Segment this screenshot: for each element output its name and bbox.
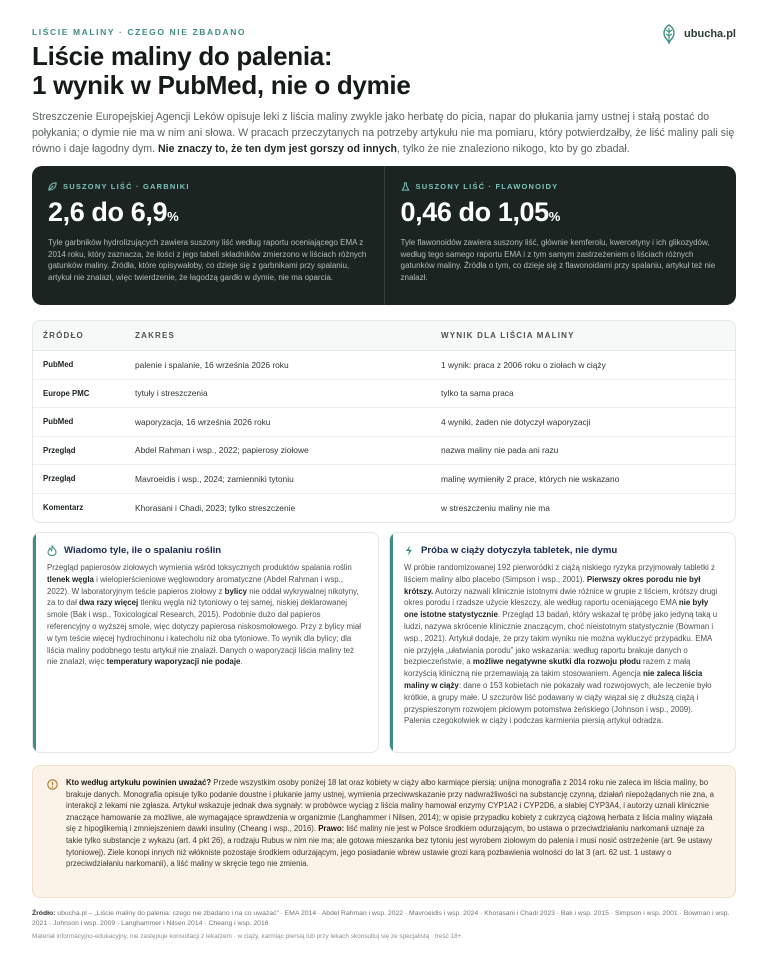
box-body: Przegląd papierosów ziołowych wymienia wśród toksycznych produktów spalania roślin tlenek węgla i wielopierścieniowe węglowodory aromatyczne (Abdel Rahman i wsp., 2022). W laboratoryjnym teście papieros ziołowy z bylicy nie oddał wykrywalnej nikotyny, za to dał dwa razy więcej tlenku węgla niż tytoniowy o tej samej, niskiej deklarowanej smole (Bak i wsp., Toxicological Research, 2015). Podobnie dużo dał papieros referencyjny o wyższej smole, więc dotyczy papierosa niskosmołowego. Przy z bylicy miał w tym teście więcej hydrochinonu i katecholu niż oba tytoniowe. To wynik dla bylicy; dla liścia maliny podobnego testu artykuł nie znalazł. Danych o waporyzacji liścia maliny też nie znalazł, więc temperatury waporyzacji nie podaje.: [47, 563, 361, 667]
warning-text: Kto według artykułu powinien uważać? Przede wszystkim osoby poniżej 18 lat oraz kobiety w ciąży albo karmiące piersią: unijna monografia z 2014 roku nie zaleca im liścia maliny, bo brakuje danych. Monografia opisuje tylko podanie doustne i płukanie jamy ustnej, wymienia przeciwwskazanie przy nadwrażliwości na substancję czynną, działań niepożądanych nie zna, a interakcji z lekami nie zgłasza. Artykuł wskazuje jednak dwa sygnały: w probówce wyciąg z liścia maliny hamował enzymy CYP1A2 i CYP2D6, a słabiej CYP3A4, i autorzy uznali klinicznie znaczące hamowanie za możliwe, ale wymagające sprawdzenia w organizmie (Langhammer i Nilsen, 2014); w opisie przypadku kobiety z cukrzycą ciążową herbata z liścia maliny wiązała się z hipoglikemią i zmniejszeniem dawki insuliny (Cheang i wsp., 2016). Prawo: liść maliny nie jest w Polsce środkiem odurzającym, bo ustawa o przeciwdziałaniu narkomanii uznaje za takie tylko substancje z wykazu (art. 4 pkt 26), a rodzaju Rubus w nim nie ma; ale gotowa mieszanka bez tytoniu jest wyrobem ziołowym do palenia i musi nosić ostrzeżenie (art. 9e ustawy tytoniowej). Ziele konopi innych niż włókniste pozostaje środkiem odurzającym, jego posiadanie wbrew ustawie grozi karą pozbawienia wolności do lat 3 (art. 62 ust. 1 ustawy o przeciwdziałaniu narkomanii), a liść maliny w skręcie tego nie zmienia.: [66, 778, 714, 869]
box-title: [404, 545, 721, 556]
cell-result: nazwa maliny nie pada ani razu: [431, 437, 735, 466]
stat-description: Tyle garbników hydrolizujących zawiera suszony liść według raportu oceniającego EMA z 2014 roku, który zaznacza, że ilości z jego tabeli składników zmierzono w liściach różnych gatunków maliny. Źródła, które opisywałoby, co dzieje się z garbnikami przy spalaniu, artykuł nie znalazł, więc twierdzenie, że łagodzą gardło w dymie, nie ma oparcia.: [48, 238, 367, 282]
lightning-icon: [404, 545, 414, 556]
table-header-row: [33, 321, 735, 351]
stats-panel: [32, 166, 736, 305]
disclaimer: Materiał informacyjno-edukacyjny, nie zastępuje konsultacji z lekarzem · w ciąży, karmiąc piersią lub przy lekach skonsultuj się ze specjalistą · treść 18+.: [32, 933, 464, 940]
cell-result: tylko ta sama praca: [431, 380, 735, 409]
table-row: [33, 465, 735, 494]
stat-value: [48, 197, 368, 232]
cell-source: PubMed: [33, 408, 125, 437]
cell-source: Przegląd: [33, 465, 125, 494]
lede-bold: Nie znaczy to, że ten dym jest gorszy od innych: [158, 143, 398, 155]
stat-label: [48, 182, 368, 191]
cell-scope: tytuły i streszczenia: [125, 380, 431, 409]
table-row: [33, 494, 735, 523]
table-row: [33, 408, 735, 437]
cell-scope: Khorasani i Chadi, 2023; tylko streszczenie: [135, 502, 296, 513]
kicker: LIŚCIE MALINY · CZEGO NIE ZBADANO: [32, 27, 247, 37]
alert-icon: [47, 779, 58, 790]
box-pregnancy-trial: [389, 532, 736, 753]
flame-icon: [47, 545, 57, 556]
cell-result: 4 wyniki, żaden nie dotyczył waporyzacji: [431, 408, 735, 437]
table-row: [33, 380, 735, 409]
lede-tail: , tylko że nie znaleziono nikogo, kto by go zbadał.: [397, 143, 630, 155]
cell-scope: palenie i spalanie, 16 września 2026 roku: [125, 351, 431, 380]
leaf-logo-icon: [660, 24, 678, 44]
stat-number: 0,46 do 1,05: [400, 197, 549, 227]
stat-description: Tyle flawonoidów zawiera suszony liść, głównie kemferolu, kwercetyny i ich glikozydów, według tego samego raportu EMA i z tym samym zastrzeżeniem o liściach różnych gatunków maliny. Źródła o tym, co dzieje się z flawonoidami przy spalaniu, artykuł też nie znalazł.: [400, 238, 716, 282]
sources-table: [32, 320, 736, 523]
stat-number: 2,6 do 6,9: [48, 197, 168, 227]
cell-scope: Mavroeidis i wsp., 2024; zamienniki tytoniu: [125, 465, 431, 494]
source-footer: [32, 909, 736, 929]
leaf-icon: [48, 182, 57, 191]
table-row: [33, 437, 735, 466]
cell-result: 1 wynik: praca z 2006 roku o ziołach w ciąży: [431, 351, 735, 380]
column-header-result: WYNIK DLA LIŚCIA MALINY: [431, 321, 735, 351]
box-title-text: Wiadomo tyle, ile o spalaniu roślin: [64, 545, 222, 556]
footer-label: Źródło:: [32, 910, 56, 917]
brand-logo[interactable]: [660, 24, 736, 44]
title-line-2: 1 wynik w PubMed, nie o dymie: [32, 70, 411, 100]
box-combustion: [32, 532, 379, 753]
column-header-source: ŹRÓDŁO: [33, 321, 125, 351]
cell-source: Przegląd: [33, 437, 125, 466]
lede-text: Streszczenie Europejskiej Agencji Leków opisuje leki z liścia maliny zwykle jako herbatę do picia, napar do płukania jamy ustnej i stałą postać do połykania; o dymie nie ma w nim ani słowa. W pracach przeczytanych na potrzeby artykułu nie ma pomiaru, który potwierdzałby, że liść maliny pali się równo i daje łagodny dym.: [32, 111, 735, 155]
box-body: W próbie randomizowanej 192 pierworódki z ciążą niskiego ryzyka przyjmowały tabletki z liściem maliny albo placebo (Simpson i wsp., 2001). Pierwszy okres porodu nie był krótszy. Autorzy nazwali klinicznie istotnymi dwie różnice w grupie z liściem, krótszy drugi okres porodu i rzadsze użycie kleszczy, ale według raportu oceniającego EMA nie były one istotne statystycznie. Przegląd 13 badań, który wskazał tę próbę jako jedyną taką u ludzi, nazywa skrócenie klinicznie znaczącym, choć nieistotnym statystycznie (Bowman i wsp., 2021). Artykuł dodaje, że przy takim wyniku nie można wykluczyć przypadku. EMA nie przyjęła „ułatwiania porodu” jako wskazania: według raportu brakuje danych o bezpieczeństwie, a możliwe negatywne skutki dla rozwoju płodu razem z małą korzyścią kliniczną nie przemawiają za takim stosowaniem. Agencja nie zaleca liścia maliny w ciąży: dane o 153 kobietach nie pokazały wad rozwojowych, ale leczenie było krótkie, a grupy małe. U szczurów liść podawany w ciąży wiązał się z dłuższą ciążą i przyspieszonym rozwojem płciowym potomstwa żeńskiego (Johnson i wsp., 2009). Palenia czegokolwiek w ciąży i podczas karmienia piersią artykuł odradza.: [404, 563, 718, 726]
stat-unit: %: [167, 209, 179, 224]
warning-box: [32, 765, 736, 898]
stat-tannins: [32, 166, 384, 305]
table-row: [33, 351, 735, 380]
cell-result: malinę wymieniły 2 prace, których nie wskazano: [431, 465, 735, 494]
cell-source: PubMed: [33, 351, 125, 380]
stat-label-text: SUSZONY LIŚĆ · GARBNIKI: [63, 182, 190, 191]
box-title: [47, 545, 364, 556]
cell-result: w streszczeniu maliny nie ma: [441, 502, 550, 513]
stat-label-text: SUSZONY LIŚĆ · FLAWONOIDY: [415, 182, 559, 191]
title-line-1: Liście maliny do palenia:: [32, 41, 333, 71]
footer-text: ubucha.pl – „Liście maliny do palenia: czego nie zbadano i na co uważać” · EMA 2014 · Abdel Rahman i wsp. 2022 · Mavroeidis i wsp. 2024 · Khorasani i Chadi 2023 · Bak i wsp. 2015 · Simpson i wsp. 2001 · Bowman i wsp. 2021 · Johnson i wsp. 2009 · Langhammer i Nilsen 2014 · Cheang i wsp. 2016: [32, 910, 730, 927]
stat-flavonoids: [384, 166, 737, 305]
box-title-text: Próba w ciąży dotyczyła tabletek, nie dymu: [421, 545, 618, 556]
stat-unit: %: [548, 209, 560, 224]
stat-label: [401, 182, 721, 191]
brand-name: ubucha.pl: [684, 28, 736, 40]
flask-icon: [401, 182, 410, 191]
lede-paragraph: [32, 109, 736, 157]
cell-source: Komentarz: [43, 503, 84, 513]
column-header-scope: ZAKRES: [125, 321, 431, 351]
page-title: [32, 42, 592, 100]
cell-source: Europe PMC: [33, 380, 125, 409]
cell-scope: waporyzacja, 16 września 2026 roku: [125, 408, 431, 437]
cell-scope: Abdel Rahman i wsp., 2022; papierosy ziołowe: [125, 437, 431, 466]
stat-value: [401, 197, 721, 232]
info-boxes: [32, 532, 736, 753]
